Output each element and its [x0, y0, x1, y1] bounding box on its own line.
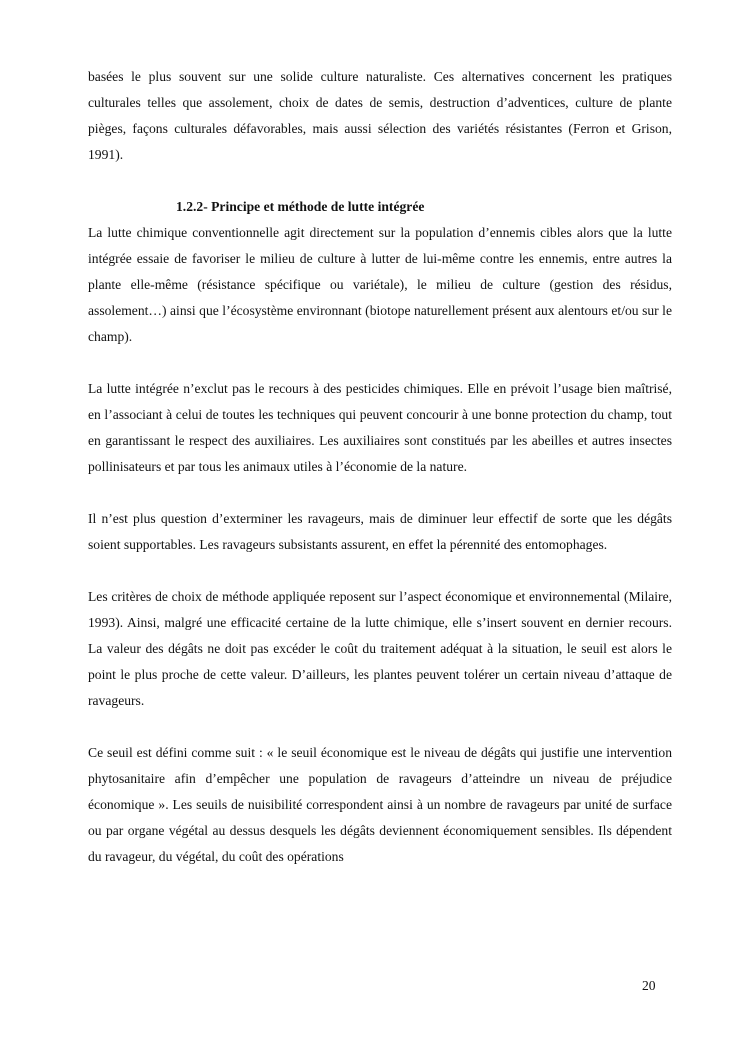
paragraph-lutte-chimique: La lutte chimique conventionnelle agit directement sur la population d’ennemis cibles alors que la lutte intégrée essaie de favoriser le milieu de culture à lutter de lui-même contre les ennemis, entre autres la plante elle-même (résistance spécifique ou variétale), le milieu de culture (gestion des résidus, assolement…) ainsi que l’écosystème environnant (biotope naturellement présent aux alentours et/ou sur le champ). [88, 225, 672, 344]
document-page [88, 64, 672, 896]
page-number: 20 [642, 978, 656, 993]
section-heading: 1.2.2- Principe et méthode de lutte intégrée [176, 199, 425, 214]
paragraph-seuil: Ce seuil est défini comme suit : « le seuil économique est le niveau de dégâts qui justifie une intervention phytosanitaire afin d’empêcher une population de ravageurs d’atteindre un niveau de préjudice économique ». Les seuils de nuisibilité correspondent ainsi à un nombre de ravageurs par unité de surface ou par organe végétal au dessus desquels les dégâts deviennent économiquement sensibles. Ils dépendent du ravageur, du végétal, du coût des opérations [88, 745, 672, 864]
paragraph-alternatives: basées le plus souvent sur une solide culture naturaliste. Ces alternatives concernent les pratiques culturales telles que assolement, choix de dates de semis, destruction d’adventices, culture de plante pièges, façons culturales défavorables, mais aussi sélection des variétés résistantes (Ferron et Grison, 1991). [88, 69, 672, 162]
paragraph-pesticides: La lutte intégrée n’exclut pas le recours à des pesticides chimiques. Elle en prévoit l’usage bien maîtrisé, en l’associant à celui de toutes les techniques qui peuvent concourir à une bonne protection du champ, tout en garantissant le respect des auxiliaires. Les auxiliaires sont constitués par les abeilles et autres insectes pollinisateurs et par tous les animaux utiles à l’économie de la nature. [88, 381, 672, 474]
paragraph-criteres: Les critères de choix de méthode appliquée reposent sur l’aspect économique et environnemental (Milaire, 1993). Ainsi, malgré une efficacité certaine de la lutte chimique, elle s’insert souvent en dernier recours. La valeur des dégâts ne doit pas excéder le coût du traitement adéquat à la situation, le seuil est alors le point le plus proche de cette valeur. D’ailleurs, les plantes peuvent tolérer un certain niveau d’attaque de ravageurs. [88, 589, 672, 708]
paragraph-ravageurs: Il n’est plus question d’exterminer les ravageurs, mais de diminuer leur effectif de sorte que les dégâts soient supportables. Les ravageurs subsistants assurent, en effet la pérennité des entomophages. [88, 511, 672, 552]
